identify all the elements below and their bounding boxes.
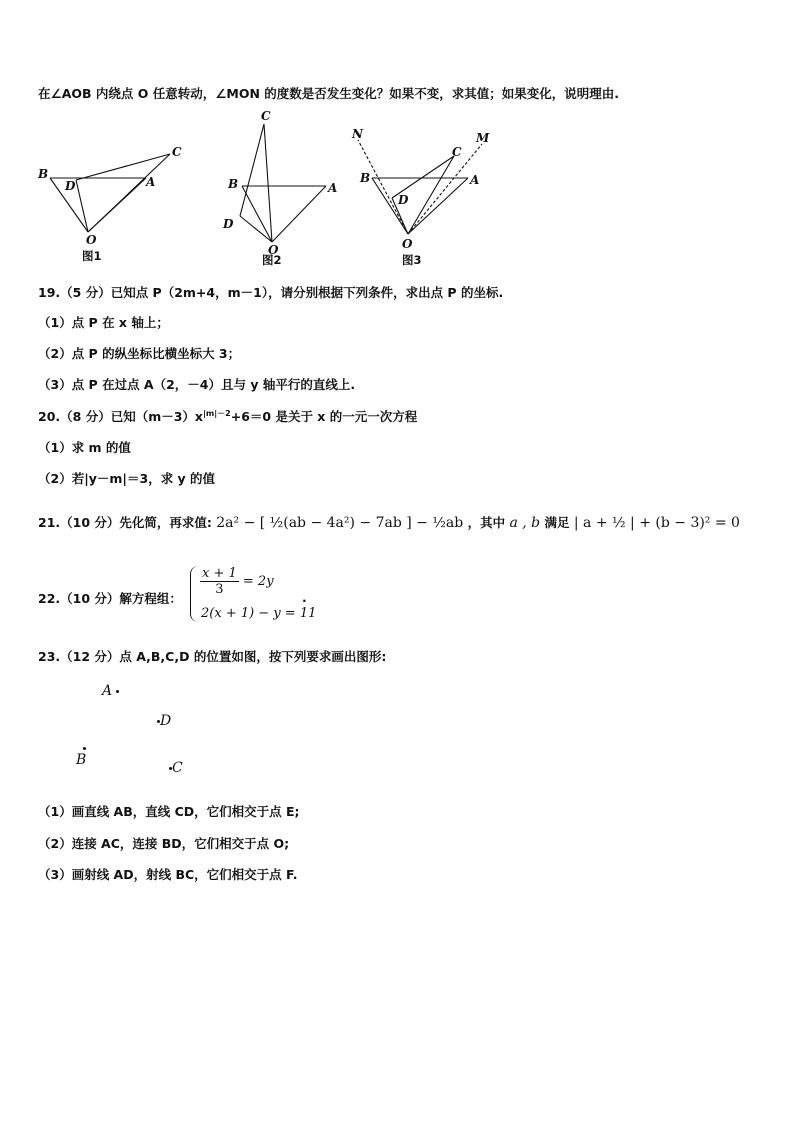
q23-point-d: D (157, 713, 171, 729)
q22-stem: 22.（10 分）解方程组： (38, 591, 182, 606)
q20-stem-post: +6＝0 是关于 x 的一元一次方程 (230, 409, 418, 424)
fig3-label-b: B (360, 171, 371, 185)
q21-expression: 2a² − [ ½(ab − 4a²) − 7ab ] − ½ab (216, 515, 464, 531)
fig3-label-n: N (352, 127, 363, 141)
fig1-label-c: C (172, 145, 182, 159)
q23-stem: 23.（12 分）点 A,B,C,D 的位置如图，按下列要求画出图形: (38, 649, 387, 664)
q23-point-a: A (102, 683, 119, 699)
fig2-label-o: O (268, 243, 279, 257)
figure-1 (50, 154, 170, 232)
fig3-label-m: M (476, 131, 490, 145)
q22-eq1-rhs: = 2y (242, 574, 274, 589)
fig1-label-b: B (38, 167, 49, 181)
q19-item-3: （3）点 P 在过点 A（2，－4）且与 y 轴平行的直线上. (38, 377, 356, 392)
fig2-label-a: A (328, 181, 338, 195)
q20-item-1: （1）求 m 的值 (38, 440, 131, 455)
fig2-caption: 图2 (262, 253, 282, 267)
q23-point-c: C (169, 760, 183, 776)
q23-item-3: （3）画射线 AD，射线 BC，它们相交于点 F. (38, 867, 298, 882)
fig3-label-d: D (398, 193, 409, 207)
q19-stem: 19.（5 分）已知点 P（2m+4，m－1），请分别根据下列条件，求出点 P 的坐标. (38, 285, 504, 300)
fig1-caption: 图1 (82, 249, 102, 263)
q23-item-2: （2）连接 AC，连接 BD，它们相交于点 O; (38, 836, 290, 851)
q19-item-1: （1）点 P 在 x 轴上； (38, 315, 169, 330)
q20-item-2: （2）若|y－m|＝3，求 y 的值 (38, 471, 216, 486)
q20-stem (38, 407, 417, 425)
fig3-caption: 图3 (402, 253, 422, 267)
q21-mid: ，其中 (467, 515, 506, 530)
q21-condition: | a + ½ | + (b − 3)² = 0 (573, 515, 740, 531)
q21-vars: a , b (509, 515, 541, 531)
q23-item-1: （1）画直线 AB，直线 CD，它们相交于点 E; (38, 804, 300, 819)
figures-svg (30, 104, 500, 270)
figure-2 (240, 124, 326, 242)
point-dot (83, 747, 86, 750)
point-dot (116, 690, 119, 693)
fig2-label-c: C (261, 109, 271, 123)
fig3-label-o: O (402, 237, 413, 251)
fig3-label-c: C (452, 145, 462, 159)
q22-eq1-numerator: x + 1 (202, 566, 237, 581)
fig2-label-d: D (223, 217, 234, 231)
fig1-label-d: D (65, 179, 76, 193)
q21-line (38, 513, 740, 531)
intro-text: 在∠AOB 内绕点 O 任意转动，∠MON 的度数是否发生变化？如果不变，求其值；如果变化，说明理由. (38, 86, 620, 101)
fig3-label-a: A (470, 173, 480, 187)
q20-exponent: |m|－2 (202, 408, 231, 418)
q21-stem: 21.（10 分）先化简，再求值: (38, 515, 212, 530)
figure-3 (358, 140, 482, 234)
fig2-label-b: B (228, 177, 239, 191)
fig1-label-o: O (86, 233, 97, 247)
q20-stem-pre: 20.（8 分）已知（m－3）x (38, 409, 203, 424)
fig1-label-a: A (146, 175, 156, 189)
q22-end: . (302, 590, 307, 605)
q23-point-b: B (76, 748, 86, 768)
q21-cond-word: 满足 (544, 515, 570, 530)
q22-eq2: 2(x + 1) − y = 11 (201, 606, 317, 621)
q22-eq1 (200, 566, 274, 597)
q22-eq1-denominator: 3 (215, 582, 224, 597)
q19-item-2: （2）点 P 的纵坐标比横坐标大 3； (38, 346, 241, 361)
